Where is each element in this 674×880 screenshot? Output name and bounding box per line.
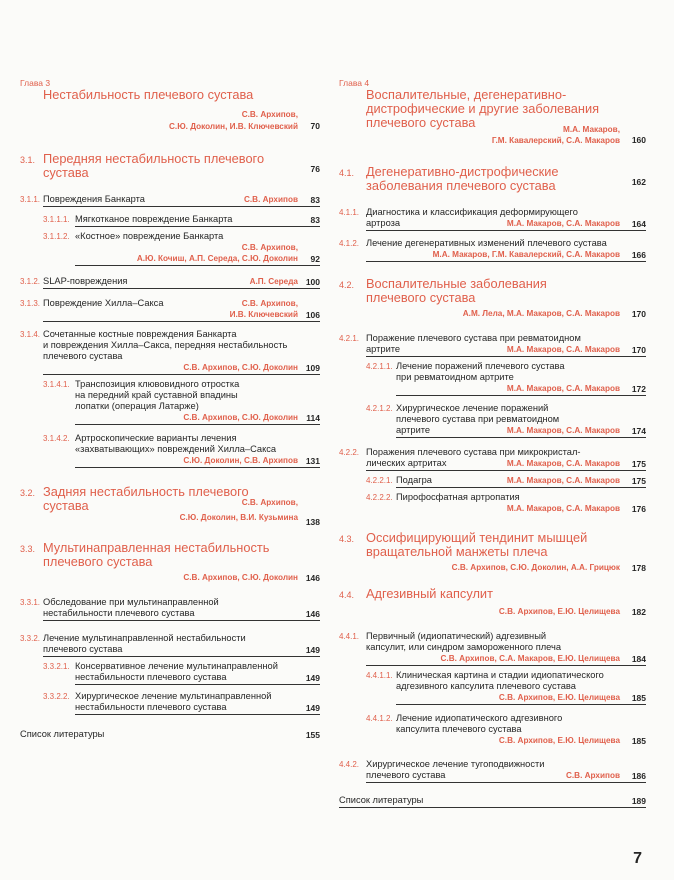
leader-rule bbox=[75, 714, 320, 715]
section-title: нестабильности плечевого сустава bbox=[75, 672, 227, 682]
toc-entry-3-1-1-2[interactable] bbox=[20, 231, 320, 264]
section-title: плечевого сустава bbox=[43, 351, 123, 361]
section-number: 4.2.2.2. bbox=[366, 493, 393, 502]
page-number: 138 bbox=[305, 517, 320, 527]
page-number: 175 bbox=[631, 459, 646, 469]
section-number: 4.1.1. bbox=[339, 208, 360, 217]
section-authors: М.А. Макаров, С.А. Макаров bbox=[506, 426, 620, 435]
section-authors: С.В. Архипов, С.Ю. Доколин bbox=[183, 573, 298, 582]
toc-entry-4-2-1-1[interactable] bbox=[339, 361, 646, 394]
section-title: при ревматоидном артрите bbox=[396, 372, 514, 382]
leader-rule bbox=[366, 356, 646, 357]
section-title: Повреждение Хилла–Сакса bbox=[43, 298, 164, 308]
page-number: 146 bbox=[305, 609, 320, 619]
page-number: 70 bbox=[310, 121, 320, 131]
leader-rule bbox=[366, 782, 646, 783]
section-number: 4.3. bbox=[339, 534, 355, 544]
section-authors: М.А. Макаров, С.А. Макаров bbox=[506, 459, 620, 468]
section-title: Мультинаправленная нестабильность bbox=[43, 540, 270, 555]
section-title: Хирургическое лечение поражений bbox=[396, 403, 549, 413]
chapter-title: дистрофические и другие заболевания bbox=[366, 101, 600, 116]
toc-left-column bbox=[20, 78, 320, 740]
leader-rule bbox=[366, 261, 646, 262]
page-number: 76 bbox=[310, 164, 320, 174]
section-title: Пирофосфатная артропатия bbox=[396, 492, 520, 502]
page-number: 170 bbox=[631, 345, 646, 355]
page-number: 155 bbox=[305, 730, 320, 740]
chapter-title: Воспалительные, дегенеративно- bbox=[366, 87, 567, 102]
page-number: 175 bbox=[631, 476, 646, 486]
leader-rule bbox=[396, 437, 646, 438]
section-number: 3.1.1. bbox=[20, 195, 41, 204]
toc-entry-4-4-1[interactable] bbox=[339, 631, 646, 664]
section-title: Адгезивный капсулит bbox=[366, 586, 493, 601]
section-title: SLAP-повреждения bbox=[43, 276, 128, 286]
section-title: капсулита плечевого сустава bbox=[396, 724, 522, 734]
section-title: Подагра bbox=[396, 475, 432, 485]
chapter-authors: М.А. Макаров, bbox=[563, 125, 620, 134]
section-title: на передний край суставной впадины bbox=[75, 390, 238, 400]
references-title: Список литературы bbox=[20, 729, 105, 739]
section-authors: А.П. Середа bbox=[249, 277, 298, 286]
section-title: Клиническая картина и стадии идиопатического bbox=[396, 670, 604, 680]
section-title: Дегенеративно-дистрофические bbox=[366, 164, 559, 179]
leader-rule bbox=[43, 374, 320, 375]
page-number: 176 bbox=[631, 504, 646, 514]
page-number: 174 bbox=[631, 426, 646, 436]
section-title: Лечение идиопатического адгезивного bbox=[396, 713, 563, 723]
section-authors: С.В. Архипов bbox=[243, 195, 298, 204]
toc-right-column bbox=[339, 78, 646, 806]
section-title: плечевого сустава при ревматоидном bbox=[396, 414, 560, 424]
section-title: Первичный (идиопатический) адгезивный bbox=[366, 631, 547, 641]
section-number: 3.1.2. bbox=[20, 277, 41, 286]
chapter-label: Глава 3 bbox=[20, 78, 51, 88]
section-title: адгезивного капсулита плечевого сустава bbox=[396, 681, 576, 691]
leader-rule bbox=[75, 226, 320, 227]
leader-rule bbox=[339, 807, 646, 808]
page-number: 83 bbox=[310, 215, 320, 225]
toc-entry-3-1-4-2[interactable] bbox=[20, 433, 320, 466]
section-title: капсулит, или синдром замороженного плеча bbox=[366, 642, 562, 652]
section-authors: М.А. Макаров, С.А. Макаров bbox=[506, 476, 620, 485]
section-title: Сочетанные костные повреждения Банкарта bbox=[43, 329, 237, 339]
page-number: 166 bbox=[631, 250, 646, 260]
page-number: 170 bbox=[631, 309, 646, 319]
section-authors: С.Ю. Доколин, С.В. Архипов bbox=[183, 456, 298, 465]
section-title: плечевого сустава bbox=[43, 644, 123, 654]
page-number: 182 bbox=[631, 607, 646, 617]
chapter-4-entry[interactable] bbox=[339, 78, 646, 144]
section-title: Поражения плечевого сустава при микрокристал- bbox=[366, 447, 581, 457]
section-title: плечевого сустава bbox=[366, 770, 446, 780]
page-number: 189 bbox=[631, 796, 646, 806]
section-title: лопатки (операция Латарже) bbox=[75, 401, 199, 411]
leader-rule bbox=[43, 321, 320, 322]
section-authors: С.В. Архипов, bbox=[241, 299, 298, 308]
page-number: 114 bbox=[306, 413, 320, 423]
section-number: 3.1.4. bbox=[20, 330, 41, 339]
section-authors: М.А. Макаров, С.А. Макаров bbox=[506, 384, 620, 393]
section-title: Мягкотканое повреждение Банкарта bbox=[75, 214, 233, 224]
section-authors: С.В. Архипов, Е.Ю. Целищева bbox=[498, 607, 620, 616]
toc-entry-3-2[interactable] bbox=[20, 485, 320, 527]
section-title: Лечение поражений плечевого сустава bbox=[396, 361, 565, 371]
section-number: 4.1.2. bbox=[339, 239, 360, 248]
section-number: 4.2.2. bbox=[339, 448, 360, 457]
toc-entry-4-2[interactable] bbox=[339, 277, 646, 319]
section-number: 3.1.4.1. bbox=[43, 380, 70, 389]
toc-entry-3-1-1[interactable] bbox=[20, 194, 320, 205]
section-authors: М.А. Макаров, С.А. Макаров bbox=[506, 219, 620, 228]
section-authors: С.В. Архипов, bbox=[241, 243, 298, 252]
section-title: Хирургическое лечение мультинаправленной bbox=[75, 691, 272, 701]
leader-rule bbox=[366, 665, 646, 666]
toc-entry-3-1-3[interactable] bbox=[20, 298, 320, 320]
toc-entry-4-3[interactable] bbox=[339, 531, 646, 573]
toc-entry-4-4-1-1[interactable] bbox=[339, 670, 646, 703]
page-number: 185 bbox=[631, 736, 646, 746]
section-number: 4.4.1. bbox=[339, 632, 360, 641]
leader-rule bbox=[43, 656, 320, 657]
section-authors: С.В. Архипов, С.Ю. Доколин bbox=[183, 413, 298, 422]
toc-entry-3-3-2-1[interactable] bbox=[20, 661, 320, 683]
chapter-title: Нестабильность плечевого сустава bbox=[43, 87, 254, 102]
leader-rule bbox=[43, 206, 320, 207]
toc-entry-4-1[interactable] bbox=[339, 165, 646, 195]
section-title: Консервативное лечение мультинаправленной bbox=[75, 661, 278, 671]
leader-rule bbox=[396, 487, 646, 488]
section-authors: С.В. Архипов, С.Ю. Доколин bbox=[183, 363, 298, 372]
page-number: 149 bbox=[305, 645, 320, 655]
leader-rule bbox=[43, 288, 320, 289]
section-authors: И.В. Ключевский bbox=[229, 310, 298, 319]
section-authors: С.В. Архипов, Е.Ю. Целищева bbox=[498, 693, 620, 702]
section-authors: С.В. Архипов, С.А. Макаров, Е.Ю. Целищева bbox=[440, 654, 620, 663]
section-number: 4.4.1.1. bbox=[366, 671, 393, 680]
toc-entry-3-1-4-1[interactable] bbox=[20, 379, 320, 423]
section-number: 4.2.1.2. bbox=[366, 404, 393, 413]
section-authors: А.Ю. Кочиш, А.П. Середа, С.Ю. Доколин bbox=[136, 254, 298, 263]
toc-entry-4-2-2-1[interactable] bbox=[339, 475, 646, 486]
section-authors: М.А. Макаров, С.А. Макаров bbox=[506, 504, 620, 513]
section-number: 3.1.1.2. bbox=[43, 232, 70, 241]
section-number: 3.1. bbox=[20, 155, 36, 165]
section-title: Задняя нестабильность плечевого bbox=[43, 484, 249, 499]
toc-entry-4-1-1[interactable] bbox=[339, 207, 646, 229]
toc-entry-4-2-2-2[interactable] bbox=[339, 492, 646, 514]
section-title: Транспозиция клювовидного отростка bbox=[75, 379, 240, 389]
section-title: Лечение мультинаправленной нестабильности bbox=[43, 633, 246, 643]
toc-entry-3-1[interactable] bbox=[20, 152, 320, 184]
section-title: лических артритах bbox=[366, 458, 447, 468]
page-number: 160 bbox=[631, 135, 646, 145]
toc-entry-4-2-2[interactable] bbox=[339, 447, 646, 469]
page-number: 92 bbox=[310, 254, 320, 264]
section-authors: С.В. Архипов, bbox=[241, 498, 298, 507]
section-authors: С.Ю. Доколин, В.И. Кузьмина bbox=[179, 513, 298, 522]
section-title: заболевания плечевого сустава bbox=[366, 178, 556, 193]
toc-entry-4-4[interactable] bbox=[339, 587, 646, 617]
references-title: Список литературы bbox=[339, 795, 424, 805]
leader-rule bbox=[396, 395, 646, 396]
section-authors: С.В. Архипов bbox=[565, 771, 620, 780]
page-number-footer: 7 bbox=[633, 850, 642, 867]
chapter-title: плечевого сустава bbox=[366, 115, 476, 130]
chapter-authors: С.Ю. Доколин, И.В. Ключевский bbox=[169, 122, 298, 131]
section-authors: С.В. Архипов, С.Ю. Доколин, А.А. Грицюк bbox=[451, 563, 620, 572]
leader-rule bbox=[396, 704, 646, 705]
section-number: 3.3.1. bbox=[20, 598, 41, 607]
leader-rule bbox=[75, 684, 320, 685]
page-number: 184 bbox=[631, 654, 646, 664]
section-number: 4.2.2.1. bbox=[366, 476, 393, 485]
leader-rule bbox=[75, 265, 320, 266]
section-title: плечевого сустава bbox=[43, 554, 153, 569]
page-number: 186 bbox=[631, 771, 646, 781]
leader-rule bbox=[43, 620, 320, 621]
page-number: 106 bbox=[305, 310, 320, 320]
section-number: 4.2.1. bbox=[339, 334, 360, 343]
toc-entry-3-3-2-2[interactable] bbox=[20, 691, 320, 713]
toc-entry-references[interactable] bbox=[339, 795, 646, 806]
section-title: Хирургическое лечение тугоподвижности bbox=[366, 759, 545, 769]
section-number: 3.3. bbox=[20, 544, 36, 554]
toc-entry-4-4-1-2[interactable] bbox=[339, 713, 646, 746]
section-title: Оссифицирующий тендинит мышцей bbox=[366, 530, 588, 545]
section-number: 4.4.1.2. bbox=[366, 714, 393, 723]
chapter-label: Глава 4 bbox=[339, 78, 370, 88]
page-number: 131 bbox=[305, 456, 320, 466]
section-title: Поражение плечевого сустава при ревматоидном bbox=[366, 333, 581, 343]
section-authors: М.А. Макаров, Г.М. Кавалерский, С.А. Макаров bbox=[432, 250, 620, 259]
section-authors: А.М. Лела, М.А. Макаров, С.А. Макаров bbox=[462, 309, 620, 318]
section-title: сустава bbox=[43, 165, 89, 180]
chapter-authors: С.В. Архипов, bbox=[241, 110, 298, 119]
toc-entry-3-3-2[interactable] bbox=[20, 633, 320, 655]
toc-entry-references[interactable] bbox=[20, 729, 320, 740]
leader-rule bbox=[366, 470, 646, 471]
section-number: 3.1.1.1. bbox=[43, 215, 70, 224]
page-number: 83 bbox=[310, 195, 320, 205]
section-title: Диагностика и классификация деформирующего bbox=[366, 207, 578, 217]
toc-entry-3-1-2[interactable] bbox=[20, 276, 320, 287]
section-authors: С.В. Архипов, Е.Ю. Целищева bbox=[498, 736, 620, 745]
section-title: нестабильности плечевого сустава bbox=[43, 608, 195, 618]
section-title: Артроскопические варианты лечения bbox=[75, 433, 237, 443]
toc-entry-3-1-4[interactable] bbox=[20, 329, 320, 373]
section-title: Повреждения Банкарта bbox=[43, 194, 145, 204]
toc-entry-3-3-1[interactable] bbox=[20, 597, 320, 619]
section-number: 4.4. bbox=[339, 590, 355, 600]
section-number: 3.3.2.1. bbox=[43, 662, 70, 671]
section-number: 3.3.2. bbox=[20, 634, 41, 643]
leader-rule bbox=[75, 467, 320, 468]
leader-rule bbox=[75, 424, 320, 425]
section-title: нестабильности плечевого сустава bbox=[75, 702, 227, 712]
toc-entry-3-1-1-1[interactable] bbox=[20, 214, 320, 225]
section-number: 4.2. bbox=[339, 280, 355, 290]
page-number: 100 bbox=[305, 277, 320, 287]
section-title: «Костное» повреждение Банкарта bbox=[75, 231, 224, 241]
chapter-authors: Г.М. Кавалерский, С.А. Макаров bbox=[491, 136, 620, 145]
section-title: Воспалительные заболевания bbox=[366, 276, 547, 291]
toc-entry-4-1-2[interactable] bbox=[339, 238, 646, 260]
toc-entry-4-2-1[interactable] bbox=[339, 333, 646, 355]
section-title: и повреждения Хилла–Сакса, передняя нестабильность bbox=[43, 340, 288, 350]
section-title: вращательной манжеты плеча bbox=[366, 544, 548, 559]
section-number: 3.1.3. bbox=[20, 299, 41, 308]
chapter-3-entry[interactable] bbox=[20, 78, 320, 132]
page-number: 164 bbox=[631, 219, 646, 229]
section-number: 4.4.2. bbox=[339, 760, 360, 769]
page-number: 178 bbox=[631, 563, 646, 573]
page-number: 146 bbox=[305, 573, 320, 583]
section-title: «захватывающих» повреждений Хилла–Сакса bbox=[75, 444, 277, 454]
leader-rule bbox=[366, 230, 646, 231]
page-number: 185 bbox=[631, 693, 646, 703]
page-number: 172 bbox=[631, 384, 646, 394]
toc-entry-4-4-2[interactable] bbox=[339, 759, 646, 781]
section-number: 4.2.1.1. bbox=[366, 362, 393, 371]
section-number: 3.2. bbox=[20, 488, 36, 498]
section-title: артрите bbox=[396, 425, 431, 435]
page-number: 109 bbox=[305, 363, 320, 373]
page-number: 162 bbox=[631, 177, 646, 187]
section-title: артроза bbox=[366, 218, 401, 228]
section-title: Передняя нестабильность плечевого bbox=[43, 151, 265, 166]
section-number: 4.1. bbox=[339, 168, 355, 178]
section-title: Обследование при мультинаправленной bbox=[43, 597, 219, 607]
section-title: плечевого сустава bbox=[366, 290, 476, 305]
section-title: артрите bbox=[366, 344, 401, 354]
section-title: сустава bbox=[43, 498, 89, 513]
page-number: 149 bbox=[305, 673, 320, 683]
section-number: 3.3.2.2. bbox=[43, 692, 70, 701]
section-number: 3.1.4.2. bbox=[43, 434, 70, 443]
section-authors: М.А. Макаров, С.А. Макаров bbox=[506, 345, 620, 354]
section-title: Лечение дегенеративных изменений плечевого сустава bbox=[366, 238, 607, 248]
toc-entry-3-3[interactable] bbox=[20, 541, 320, 583]
toc-entry-4-2-1-2[interactable] bbox=[339, 403, 646, 436]
page-number: 149 bbox=[305, 703, 320, 713]
